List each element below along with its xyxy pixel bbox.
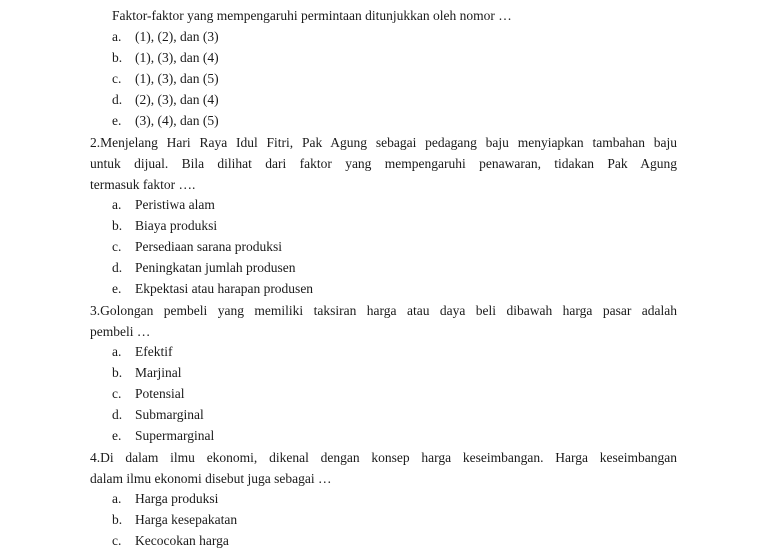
option-text: (3), (4), dan (5) — [135, 113, 219, 128]
option-letter: b. — [112, 512, 123, 527]
question-3-line-1: 3.Golongan pembeli yang memiliki taksiran harga atau daya beli dibawah harga pasar adalah — [90, 303, 677, 318]
question-3-line-2: pembeli … — [90, 324, 151, 339]
option-letter: c. — [112, 71, 122, 86]
option-text: Harga produksi — [135, 491, 219, 506]
question-2-text — [90, 132, 677, 195]
question-4-option-a — [112, 489, 218, 509]
question-3-option-e — [112, 426, 214, 446]
question-3-text — [90, 300, 677, 342]
option-letter: a. — [112, 29, 122, 44]
option-text: Efektif — [135, 344, 173, 359]
question-2-line-2: untuk dijual. Bila dilihat dari faktor yang mempengaruhi penawaran, tidakan Pak Agung — [90, 156, 677, 171]
option-text: Kecocokan harga — [135, 533, 229, 548]
question-2-option-d — [112, 258, 295, 278]
option-letter: c. — [112, 386, 122, 401]
question-2-option-b — [112, 216, 217, 236]
option-letter: d. — [112, 407, 123, 422]
question-3-option-b — [112, 363, 182, 383]
option-letter: b. — [112, 218, 123, 233]
option-letter: d. — [112, 92, 123, 107]
question-2-line-3: termasuk faktor …. — [90, 177, 196, 192]
option-letter: b. — [112, 365, 123, 380]
option-text: Biaya produksi — [135, 218, 218, 233]
question-3-option-c — [112, 384, 185, 404]
question-1-option-b — [112, 48, 219, 68]
option-letter: d. — [112, 260, 123, 275]
question-2-option-e — [112, 279, 313, 299]
question-3-option-d — [112, 405, 204, 425]
option-letter: a. — [112, 491, 122, 506]
option-letter: e. — [112, 281, 122, 296]
question-4-option-c — [112, 531, 229, 551]
question-4-line-2: dalam ilmu ekonomi disebut juga sebagai … — [90, 471, 332, 486]
question-1-option-c — [112, 69, 219, 89]
option-text: Submarginal — [135, 407, 204, 422]
option-text: (1), (3), dan (5) — [135, 71, 219, 86]
option-text: (1), (3), dan (4) — [135, 50, 219, 65]
option-text: Potensial — [135, 386, 185, 401]
option-letter: a. — [112, 344, 122, 359]
option-text: Peningkatan jumlah produsen — [135, 260, 296, 275]
option-text: (1), (2), dan (3) — [135, 29, 219, 44]
question-2-line-1: 2.Menjelang Hari Raya Idul Fitri, Pak Agung sebagai pedagang baju menyiapkan tambahan baju — [90, 135, 677, 150]
question-2-option-c — [112, 237, 282, 257]
question-3-option-a — [112, 342, 172, 362]
question-4-option-b — [112, 510, 237, 530]
question-1-option-d — [112, 90, 219, 110]
option-letter: e. — [112, 113, 122, 128]
option-text: Supermarginal — [135, 428, 215, 443]
option-letter: b. — [112, 50, 123, 65]
option-text: Peristiwa alam — [135, 197, 215, 212]
option-text: Marjinal — [135, 365, 182, 380]
question-4-text — [90, 447, 677, 489]
question-1-intro: Faktor-faktor yang mempengaruhi permintaan ditunjukkan oleh nomor … — [112, 8, 512, 23]
option-text: (2), (3), dan (4) — [135, 92, 219, 107]
option-letter: c. — [112, 239, 122, 254]
question-4-line-1: 4.Di dalam ilmu ekonomi, dikenal dengan konsep harga keseimbangan. Harga keseimbangan — [90, 450, 677, 465]
option-letter: e. — [112, 428, 122, 443]
option-text: Ekpektasi atau harapan produsen — [135, 281, 314, 296]
option-text: Persediaan sarana produksi — [135, 239, 282, 254]
option-letter: a. — [112, 197, 122, 212]
question-2-option-a — [112, 195, 215, 215]
question-1-option-a — [112, 27, 219, 47]
option-letter: c. — [112, 533, 122, 548]
option-text: Harga kesepakatan — [135, 512, 238, 527]
question-1-option-e — [112, 111, 219, 131]
